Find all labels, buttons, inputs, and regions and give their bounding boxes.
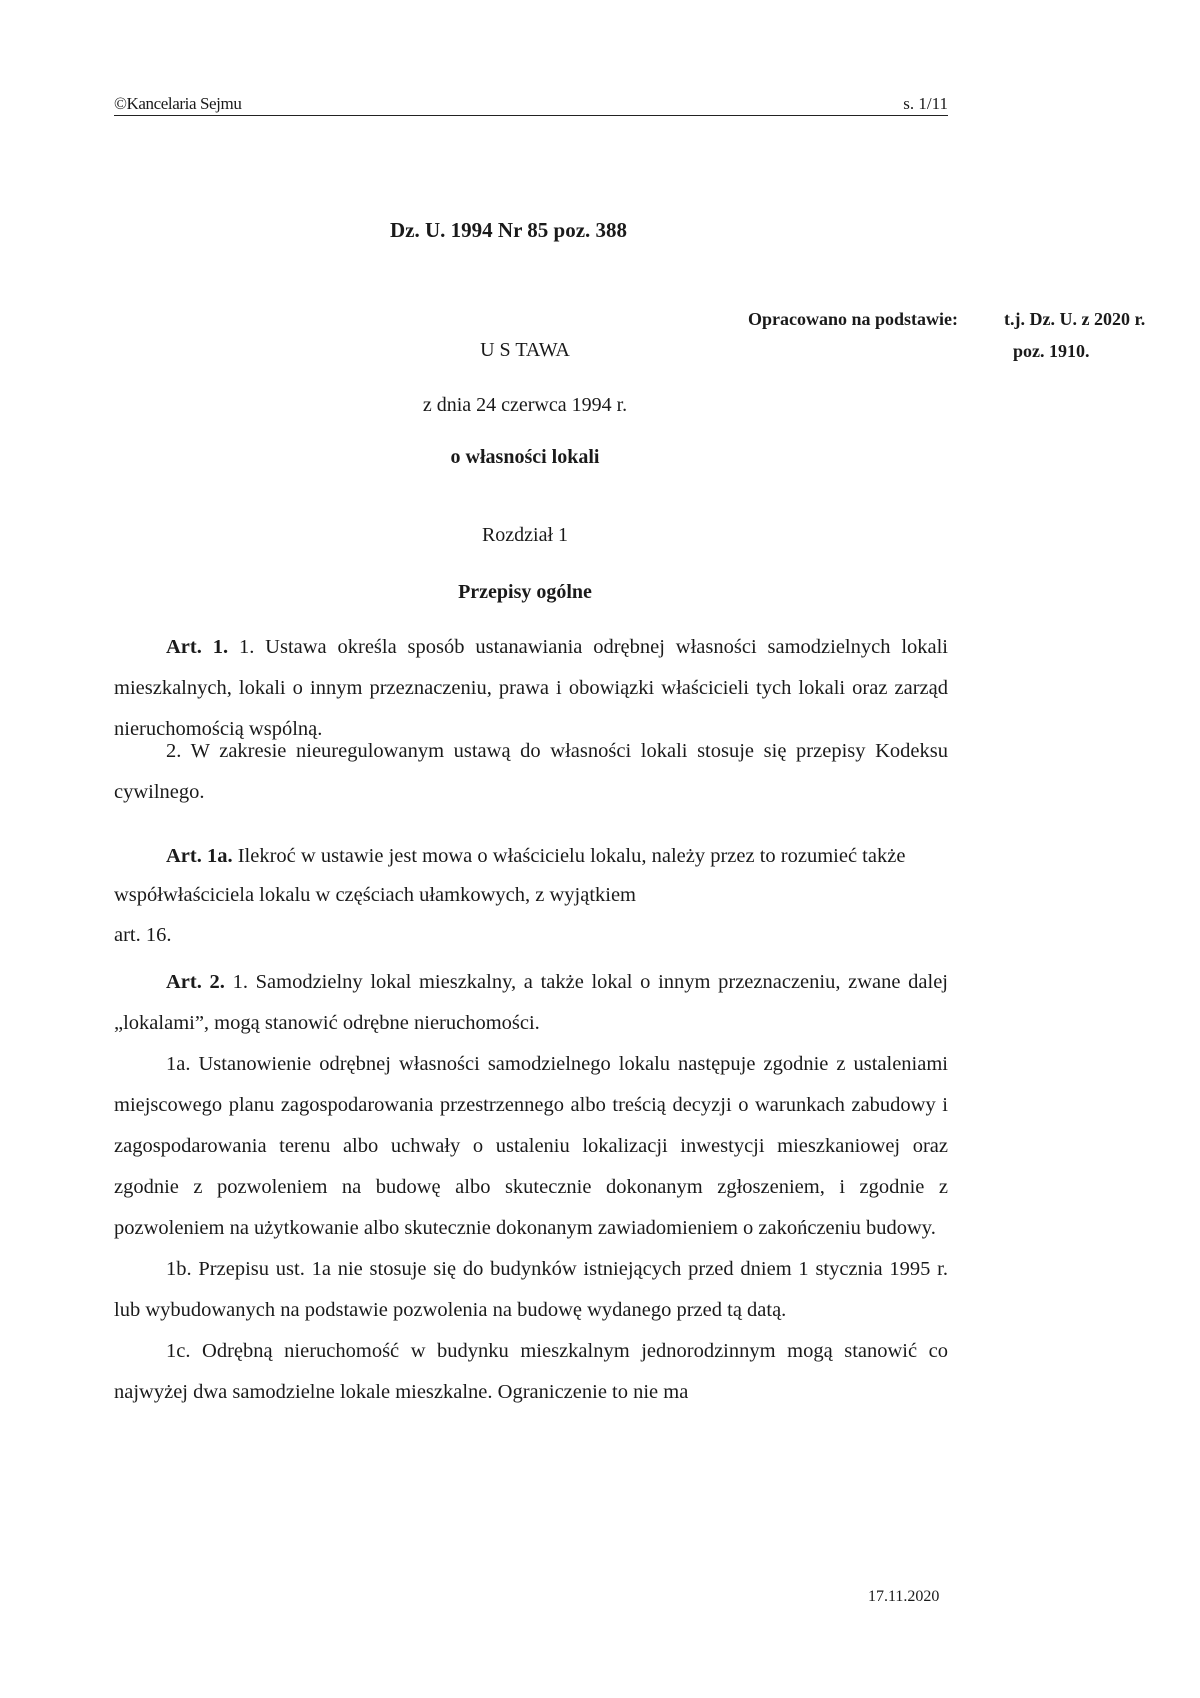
chapter-number: Rozdział 1 [481, 524, 569, 546]
article-2-para-1 [114, 962, 948, 1044]
article-2 [114, 962, 948, 1413]
article-1-paragraph-2 [114, 731, 948, 813]
basis-label: Opracowano na podstawie: [748, 309, 959, 329]
article-1-text-1: 1. Ustawa określa sposób ustanawiania odrębnej własności samodzielnych lokali mieszkalnych, lokali o innym przeznaczeniu, prawa i obowiązki właścicieli tych lokali oraz zarząd nieruchomością wspólną. [114, 636, 949, 740]
article-2-label: Art. 2. [166, 971, 225, 993]
article-1a-text: Ilekroć w ustawie jest mowa o właścicielu lokalu, należy przez to rozumieć także współwłaściciela lokalu w częściach ułamkowych, z wyjątkiem [114, 845, 906, 906]
act-date: z dnia 24 czerwca 1994 r. [422, 394, 628, 416]
act-type: U S TAWA [480, 339, 570, 361]
basis-line-1: t.j. Dz. U. z 2020 r. [1004, 309, 1146, 329]
article-1a [114, 837, 948, 956]
journal-reference: Dz. U. 1994 Nr 85 poz. 388 [390, 218, 628, 242]
article-1-para-2: 2. W zakresie nieuregulowanym ustawą do własności lokali stosuje się przepisy Kodeksu cywilnego. [114, 740, 948, 803]
article-2-para-1c: 1c. Odrębną nieruchomość w budynku mieszkalnym jednorodzinnym mogą stanowić co najwyżej dwa samodzielne lokale mieszkalne. Ograniczenie to nie ma [114, 1340, 948, 1403]
act-title: o własności lokali [450, 446, 600, 468]
article-1-label: Art. 1. [166, 636, 229, 658]
page-header [114, 93, 948, 116]
article-2-para-1b: 1b. Przepisu ust. 1a nie stosuje się do budynków istniejących przed dniem 1 stycznia 1995 r. lub wybudowanych na podstawie pozwolenia na budowę wydanego przed tą datą. [114, 1258, 948, 1321]
chapter-title: Przepisy ogólne [458, 581, 592, 603]
footer-date: 17.11.2020 [868, 1588, 940, 1605]
article-2-para-1a: 1a. Ustanowienie odrębnej własności samodzielnego lokalu następuje zgodnie z ustaleniami miejscowego planu zagospodarowania przestrzennego albo treścią decyzji o warunkach zabudowy i zagospodarowania terenu albo uchwały o ustaleniu lokalizacji inwestycji mieszkaniowej oraz zgodnie z pozwoleniem na budowę albo skutecznie dokonanym zgłoszeniem, i zgodnie z pozwoleniem na użytkowanie albo skutecznie dokonanym zawiadomieniem o zakończeniu budowy. [114, 1053, 948, 1239]
basis-line-2: poz. 1910. [1013, 341, 1090, 361]
article-1a-reference: art. 16. [114, 924, 172, 946]
article-2-text-1: 1. Samodzielny lokal mieszkalny, a także lokal o innym przeznaczeniu, zwane dalej „lokalami”, mogą stanowić odrębne nieruchomości. [114, 971, 948, 1034]
article-1a-label: Art. 1a. [166, 845, 233, 867]
header-source: ©Kancelaria Sejmu [114, 94, 242, 113]
header-page-number: s. 1/11 [903, 94, 948, 113]
article-1a-para [114, 837, 948, 915]
